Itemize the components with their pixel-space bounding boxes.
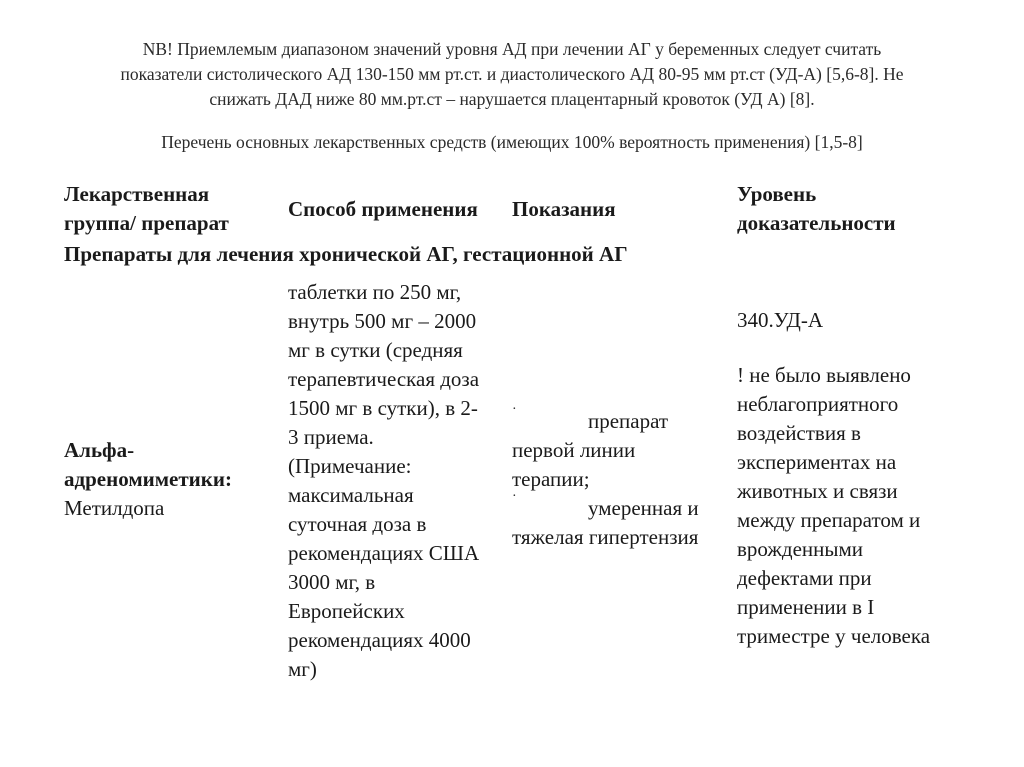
indication-line: препарат [588, 409, 669, 433]
method-line: 3000 мг, в [288, 570, 376, 594]
nb-note-line-3: снижать ДАД ниже 80 мм.рт.ст – нарушается плацентарный кровоток (УД А) [8]. [209, 89, 815, 109]
method-line: терапевтическая доза [288, 367, 480, 391]
nb-note [40, 37, 984, 112]
evidence-note-line: врожденными [737, 537, 864, 561]
header-evidence [737, 180, 977, 238]
method-line: Европейских [288, 599, 405, 623]
section-title: Препараты для лечения хронической АГ, гестационной АГ [64, 242, 628, 266]
drug-group-line-2: адреномиметики: [64, 467, 232, 491]
evidence-cell [737, 306, 987, 651]
indication-line: терапии; [512, 467, 590, 491]
indication-item [512, 489, 732, 523]
bullet-dot-icon: · [512, 489, 517, 504]
evidence-note-line: экспериментах на [737, 450, 897, 474]
method-line: мг в сутки (средняя [288, 338, 463, 362]
header-method: Способ применения [288, 197, 478, 221]
header-evidence-line-1: Уровень [737, 182, 817, 206]
drug-group-line-1: Альфа- [64, 438, 135, 462]
drug-list-subtitle: Перечень основных лекарственных средств (имеющих 100% вероятность применения) [1,5-8] [161, 132, 863, 152]
evidence-level: 340.УД-А [737, 308, 823, 332]
evidence-note-line: воздействия в [737, 421, 861, 445]
evidence-note-line: животных и связи [737, 479, 898, 503]
indication-line: тяжелая гипертензия [512, 525, 699, 549]
header-drug-group [64, 180, 279, 238]
header-drug-group-line-1: Лекарственная [64, 182, 210, 206]
nb-note-line-1: NB! Приемлемым диапазоном значений уровня АД при лечении АГ у беременных следует считать [142, 39, 882, 59]
method-line: таблетки по 250 мг, [288, 280, 462, 304]
header-indications: Показания [512, 197, 616, 221]
method-line: внутрь 500 мг – 2000 [288, 309, 477, 333]
evidence-note-line: неблагоприятного [737, 392, 899, 416]
method-line: рекомендациях 4000 [288, 628, 471, 652]
method-line: (Примечание: [288, 454, 412, 478]
header-drug-group-line-2: группа/ препарат [64, 211, 229, 235]
method-line: максимальная [288, 483, 414, 507]
nb-note-line-2: показатели систолического АД 130-150 мм рт.ст. и диастолического АД 80-95 мм рт.ст (УД-А) [5,6-8]. Не [120, 64, 904, 84]
indication-line: умеренная и [588, 496, 699, 520]
method-line: 3 приема. [288, 425, 374, 449]
method-line: мг) [288, 657, 317, 681]
drug-group-cell [64, 436, 279, 523]
evidence-note-line: применении в I [737, 595, 875, 619]
indication-item [512, 402, 732, 436]
method-line: 1500 мг в сутки), в 2- [288, 396, 478, 420]
method-cell [288, 278, 513, 684]
indication-line: первой линии [512, 438, 636, 462]
indications-cell [512, 402, 732, 552]
bullet-dot-icon: · [512, 402, 517, 417]
evidence-note-line: дефектами при [737, 566, 872, 590]
evidence-note-line: между препаратом и [737, 508, 921, 532]
method-line: суточная доза в [288, 512, 427, 536]
method-line: рекомендациях США [288, 541, 480, 565]
header-evidence-line-2: доказательности [737, 211, 896, 235]
evidence-note-line: ! не было выявлено [737, 363, 911, 387]
drug-name: Метилдопа [64, 496, 165, 520]
evidence-note-line: триместре у человека [737, 624, 931, 648]
